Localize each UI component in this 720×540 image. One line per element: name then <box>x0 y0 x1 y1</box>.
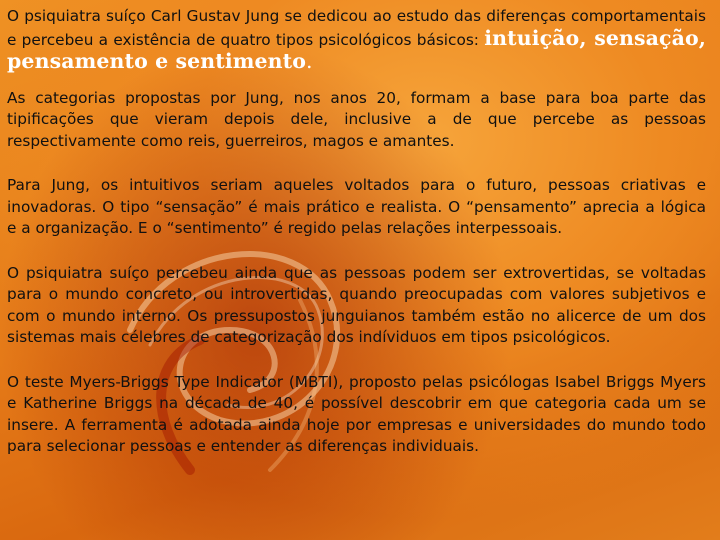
highlight-period: . <box>306 49 313 73</box>
paragraph-extroverts-introverts: O psiquiatra suíço percebeu ainda que as pessoas podem ser extrovertidas, se voltadas para o mundo concreto, ou introvertidas, quando preocupadas com valores subjetivos e com o mundo interno. Os pressupostos junguianos também estão no alicerce de um dos sistemas mais célebres de categorização dos indíviduos em tipos psicológicos. <box>7 263 706 346</box>
paragraph-type-descriptions: Para Jung, os intuitivos seriam aqueles voltados para o futuro, pessoas criativas e inovadoras. O tipo “sensação” é mais prático e realista. O “pensamento” aprecia a lógica e a organização. E o “sentimento” é regido pelas relações interpessoais. <box>7 176 706 237</box>
psychological-types-highlight: intuição, sensação, pensamento e sentimento <box>7 25 707 73</box>
slide-body <box>7 6 706 458</box>
paragraph-jung-intro: O psiquiatra suíço Carl Gustav Jung se dedicou ao estudo das diferenças comportamentais e percebeu a existência de quatro tipos psicológicos básicos: <box>7 7 706 49</box>
paragraph-jung-types <box>7 6 706 75</box>
paragraph-categories: As categorias propostas por Jung, nos anos 20, formam a base para boa parte das tipificações que vieram depois dele, inclusive a de que percebe as pessoas respectivamente como reis, guerreiros, magos e amantes. <box>7 88 706 150</box>
paragraph-mbti: O teste Myers-Briggs Type Indicator (MBTI), proposto pelas psicólogas Isabel Briggs Myers e Katherine Briggs na década de 40, é possível descobrir em que categoria cada um se insere. A ferramenta é adotada ainda hoje por empresas e universidades do mundo todo para selecionar pessoas e entender as diferenças individuais. <box>7 372 706 455</box>
